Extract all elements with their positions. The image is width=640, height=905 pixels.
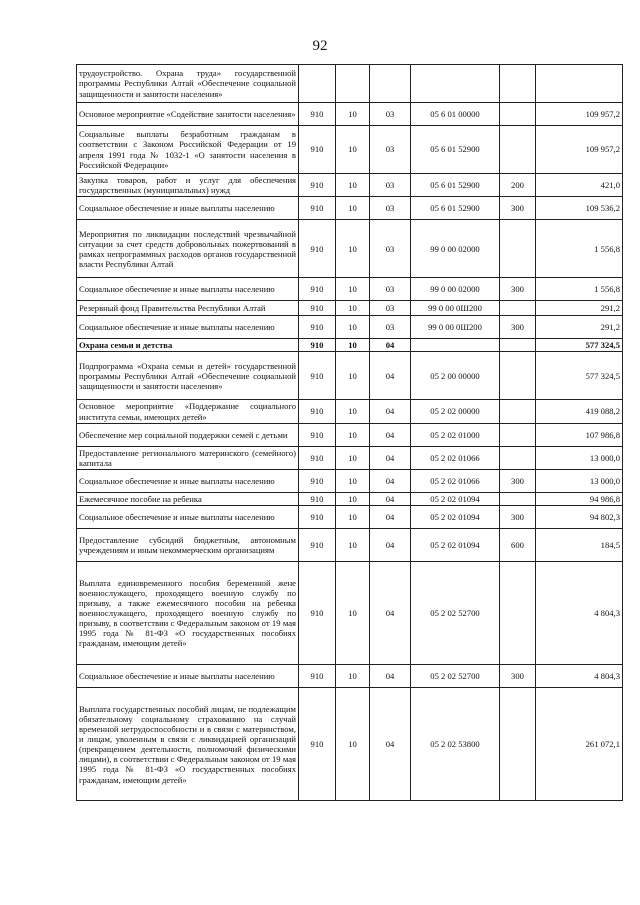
admin-code-cell: 910	[299, 400, 336, 423]
table-row	[77, 352, 623, 400]
section-code-cell: 10	[336, 400, 370, 423]
row-name-cell: Обеспечение мер социальной поддержки семей с детьми	[77, 423, 299, 446]
admin-code-cell: 910	[299, 665, 336, 688]
expense-type-cell: 200	[500, 174, 536, 197]
expense-type-cell	[500, 400, 536, 423]
amount-cell: 4 804,3	[536, 562, 623, 665]
admin-code-cell: 910	[299, 446, 336, 469]
table-row	[77, 400, 623, 423]
row-name-cell: Основное мероприятие «Поддержание социального института семьи, имеющих детей»	[77, 400, 299, 423]
subsection-code-cell	[370, 65, 411, 103]
amount-cell: 109 957,2	[536, 103, 623, 126]
section-code-cell: 10	[336, 220, 370, 278]
expense-type-cell	[500, 126, 536, 174]
amount-cell: 421,0	[536, 174, 623, 197]
table-row	[77, 423, 623, 446]
table-row	[77, 174, 623, 197]
admin-code-cell: 910	[299, 278, 336, 301]
table-row	[77, 446, 623, 469]
table-row	[77, 688, 623, 801]
row-name-cell: Социальное обеспечение и иные выплаты населению	[77, 278, 299, 301]
section-code-cell: 10	[336, 278, 370, 301]
target-article-cell: 99 0 00 02000	[411, 220, 500, 278]
amount-cell	[536, 65, 623, 103]
admin-code-cell: 910	[299, 174, 336, 197]
table-row	[77, 506, 623, 529]
expense-type-cell	[500, 301, 536, 316]
row-name-cell: Резервный фонд Правительства Республики Алтай	[77, 301, 299, 316]
target-article-cell: 05 2 02 01094	[411, 529, 500, 562]
amount-cell: 94 802,3	[536, 506, 623, 529]
subsection-code-cell: 04	[370, 446, 411, 469]
row-name-cell: трудоустройство. Охрана труда» государственной программы Республики Алтай «Обеспечение социальной защищенности и занятости населения»	[77, 65, 299, 103]
admin-code-cell: 910	[299, 126, 336, 174]
section-code-cell: 10	[336, 197, 370, 220]
target-article-cell: 99 0 00 0Ш200	[411, 316, 500, 339]
expense-type-cell: 300	[500, 665, 536, 688]
target-article-cell: 05 2 02 53800	[411, 688, 500, 801]
target-article-cell: 05 6 01 52900	[411, 174, 500, 197]
target-article-cell: 05 2 02 01094	[411, 492, 500, 505]
row-name-cell: Охрана семьи и детства	[77, 339, 299, 352]
expense-type-cell	[500, 688, 536, 801]
subsection-code-cell: 03	[370, 197, 411, 220]
section-code-cell: 10	[336, 562, 370, 665]
target-article-cell: 05 2 02 01066	[411, 446, 500, 469]
target-article-cell: 05 6 01 52900	[411, 126, 500, 174]
section-code-cell: 10	[336, 665, 370, 688]
row-name-cell: Социальное обеспечение и иные выплаты населению	[77, 469, 299, 492]
admin-code-cell: 910	[299, 197, 336, 220]
row-name-cell: Социальное обеспечение и иные выплаты населению	[77, 506, 299, 529]
target-article-cell: 99 0 00 02000	[411, 278, 500, 301]
table-row	[77, 316, 623, 339]
subsection-code-cell: 03	[370, 126, 411, 174]
table-row	[77, 665, 623, 688]
target-article-cell: 05 6 01 00000	[411, 103, 500, 126]
admin-code-cell: 910	[299, 562, 336, 665]
table-row	[77, 339, 623, 352]
target-article-cell: 05 2 00 00000	[411, 352, 500, 400]
target-article-cell: 05 2 02 00000	[411, 400, 500, 423]
expense-type-cell	[500, 423, 536, 446]
budget-table-body	[77, 65, 623, 801]
admin-code-cell: 910	[299, 220, 336, 278]
amount-cell: 109 536,2	[536, 197, 623, 220]
subsection-code-cell: 04	[370, 506, 411, 529]
subsection-code-cell: 03	[370, 220, 411, 278]
expense-type-cell	[500, 339, 536, 352]
amount-cell: 291,2	[536, 316, 623, 339]
row-name-cell: Социальное обеспечение и иные выплаты населению	[77, 316, 299, 339]
subsection-code-cell: 04	[370, 339, 411, 352]
target-article-cell: 99 0 00 0Ш200	[411, 301, 500, 316]
budget-table	[76, 64, 623, 801]
row-name-cell: Подпрограмма «Охрана семьи и детей» государственной программы Республики Алтай «Обеспечение социальной защищенности и занятости населения»	[77, 352, 299, 400]
expense-type-cell	[500, 562, 536, 665]
expense-type-cell	[500, 352, 536, 400]
row-name-cell: Выплата государственных пособий лицам, не подлежащим обязательному социальному страхованию на случай временной нетрудоспособности и в связи с материнством, и лицам, уволенным в связи с ликвидацией организаций (прекращением деятельности, полномочий физическими лицами), в соответствии с Федеральным законом от 19 мая 1995 года № 81-ФЗ «О государственных пособиях гражданам, имеющим детей»	[77, 688, 299, 801]
admin-code-cell: 910	[299, 316, 336, 339]
section-code-cell: 10	[336, 423, 370, 446]
amount-cell: 13 000,0	[536, 446, 623, 469]
amount-cell: 261 072,1	[536, 688, 623, 801]
row-name-cell: Социальное обеспечение и иные выплаты населению	[77, 665, 299, 688]
subsection-code-cell: 03	[370, 103, 411, 126]
subsection-code-cell: 04	[370, 688, 411, 801]
section-code-cell: 10	[336, 301, 370, 316]
table-row	[77, 301, 623, 316]
target-article-cell: 05 2 02 52700	[411, 665, 500, 688]
row-name-cell: Социальное обеспечение и иные выплаты населению	[77, 197, 299, 220]
section-code-cell: 10	[336, 506, 370, 529]
section-code-cell: 10	[336, 174, 370, 197]
expense-type-cell	[500, 492, 536, 505]
expense-type-cell	[500, 103, 536, 126]
admin-code-cell: 910	[299, 529, 336, 562]
row-name-cell: Предоставление субсидий бюджетным, автономным учреждениям и иным некоммерческим организациям	[77, 529, 299, 562]
amount-cell: 184,5	[536, 529, 623, 562]
admin-code-cell: 910	[299, 339, 336, 352]
page-number: 92	[312, 38, 328, 54]
admin-code-cell: 910	[299, 352, 336, 400]
subsection-code-cell: 03	[370, 278, 411, 301]
expense-type-cell	[500, 220, 536, 278]
table-row	[77, 65, 623, 103]
section-code-cell: 10	[336, 529, 370, 562]
target-article-cell: 05 6 01 52900	[411, 197, 500, 220]
row-name-cell: Выплата единовременного пособия беременной жене военнослужащего, проходящего военную службу по призыву, а также ежемесячного пособия на ребенка военнослужащего, проходящего военную службу по призыву, в соответствии с Федеральным законом от 19 мая 1995 года № 81-ФЗ «О государственных пособиях гражданам, имеющим детей»	[77, 562, 299, 665]
table-row	[77, 278, 623, 301]
section-code-cell: 10	[336, 339, 370, 352]
amount-cell: 94 986,8	[536, 492, 623, 505]
subsection-code-cell: 04	[370, 400, 411, 423]
subsection-code-cell: 03	[370, 174, 411, 197]
target-article-cell: 05 2 02 52700	[411, 562, 500, 665]
amount-cell: 107 986,8	[536, 423, 623, 446]
amount-cell: 1 556,8	[536, 278, 623, 301]
expense-type-cell: 300	[500, 316, 536, 339]
subsection-code-cell: 04	[370, 423, 411, 446]
section-code-cell: 10	[336, 126, 370, 174]
admin-code-cell: 910	[299, 506, 336, 529]
table-row	[77, 529, 623, 562]
subsection-code-cell: 04	[370, 665, 411, 688]
subsection-code-cell: 04	[370, 492, 411, 505]
table-row	[77, 126, 623, 174]
admin-code-cell: 910	[299, 688, 336, 801]
admin-code-cell: 910	[299, 103, 336, 126]
row-name-cell: Ежемесячное пособие на ребенка	[77, 492, 299, 505]
table-row	[77, 492, 623, 505]
expense-type-cell: 300	[500, 469, 536, 492]
row-name-cell: Социальные выплаты безработным гражданам в соответствии с Законом Российской Федерации от 19 апреля 1991 года № 1032-1 «О занятости населения в Российской Федерации»	[77, 126, 299, 174]
subsection-code-cell: 03	[370, 316, 411, 339]
row-name-cell: Предоставление регионального материнского (семейного) капитала	[77, 446, 299, 469]
table-row	[77, 562, 623, 665]
target-article-cell: 05 2 02 01000	[411, 423, 500, 446]
admin-code-cell: 910	[299, 423, 336, 446]
section-code-cell: 10	[336, 352, 370, 400]
section-code-cell: 10	[336, 446, 370, 469]
amount-cell: 291,2	[536, 301, 623, 316]
amount-cell: 4 804,3	[536, 665, 623, 688]
admin-code-cell	[299, 65, 336, 103]
table-row	[77, 469, 623, 492]
target-article-cell	[411, 339, 500, 352]
table-row	[77, 197, 623, 220]
expense-type-cell	[500, 446, 536, 469]
expense-type-cell: 600	[500, 529, 536, 562]
amount-cell: 419 088,2	[536, 400, 623, 423]
target-article-cell	[411, 65, 500, 103]
section-code-cell: 10	[336, 688, 370, 801]
section-code-cell: 10	[336, 316, 370, 339]
admin-code-cell: 910	[299, 469, 336, 492]
amount-cell: 109 957,2	[536, 126, 623, 174]
amount-cell: 1 556,8	[536, 220, 623, 278]
expense-type-cell	[500, 65, 536, 103]
table-row	[77, 220, 623, 278]
section-code-cell	[336, 65, 370, 103]
subsection-code-cell: 04	[370, 352, 411, 400]
row-name-cell: Закупка товаров, работ и услуг для обеспечения государственных (муниципальных) нужд	[77, 174, 299, 197]
section-code-cell: 10	[336, 492, 370, 505]
table-row	[77, 103, 623, 126]
section-code-cell: 10	[336, 103, 370, 126]
row-name-cell: Мероприятия по ликвидации последствий чрезвычайной ситуации за счет средств добровольных пожертвований в рамках непрограммных расходов органов государственной власти Республики Алтай	[77, 220, 299, 278]
amount-cell: 577 324,5	[536, 339, 623, 352]
row-name-cell: Основное мероприятие «Содействие занятости населения»	[77, 103, 299, 126]
admin-code-cell: 910	[299, 492, 336, 505]
target-article-cell: 05 2 02 01094	[411, 506, 500, 529]
subsection-code-cell: 04	[370, 469, 411, 492]
subsection-code-cell: 04	[370, 529, 411, 562]
subsection-code-cell: 03	[370, 301, 411, 316]
amount-cell: 577 324,5	[536, 352, 623, 400]
admin-code-cell: 910	[299, 301, 336, 316]
amount-cell: 13 000,0	[536, 469, 623, 492]
expense-type-cell: 300	[500, 506, 536, 529]
expense-type-cell: 300	[500, 197, 536, 220]
target-article-cell: 05 2 02 01066	[411, 469, 500, 492]
section-code-cell: 10	[336, 469, 370, 492]
subsection-code-cell: 04	[370, 562, 411, 665]
expense-type-cell: 300	[500, 278, 536, 301]
